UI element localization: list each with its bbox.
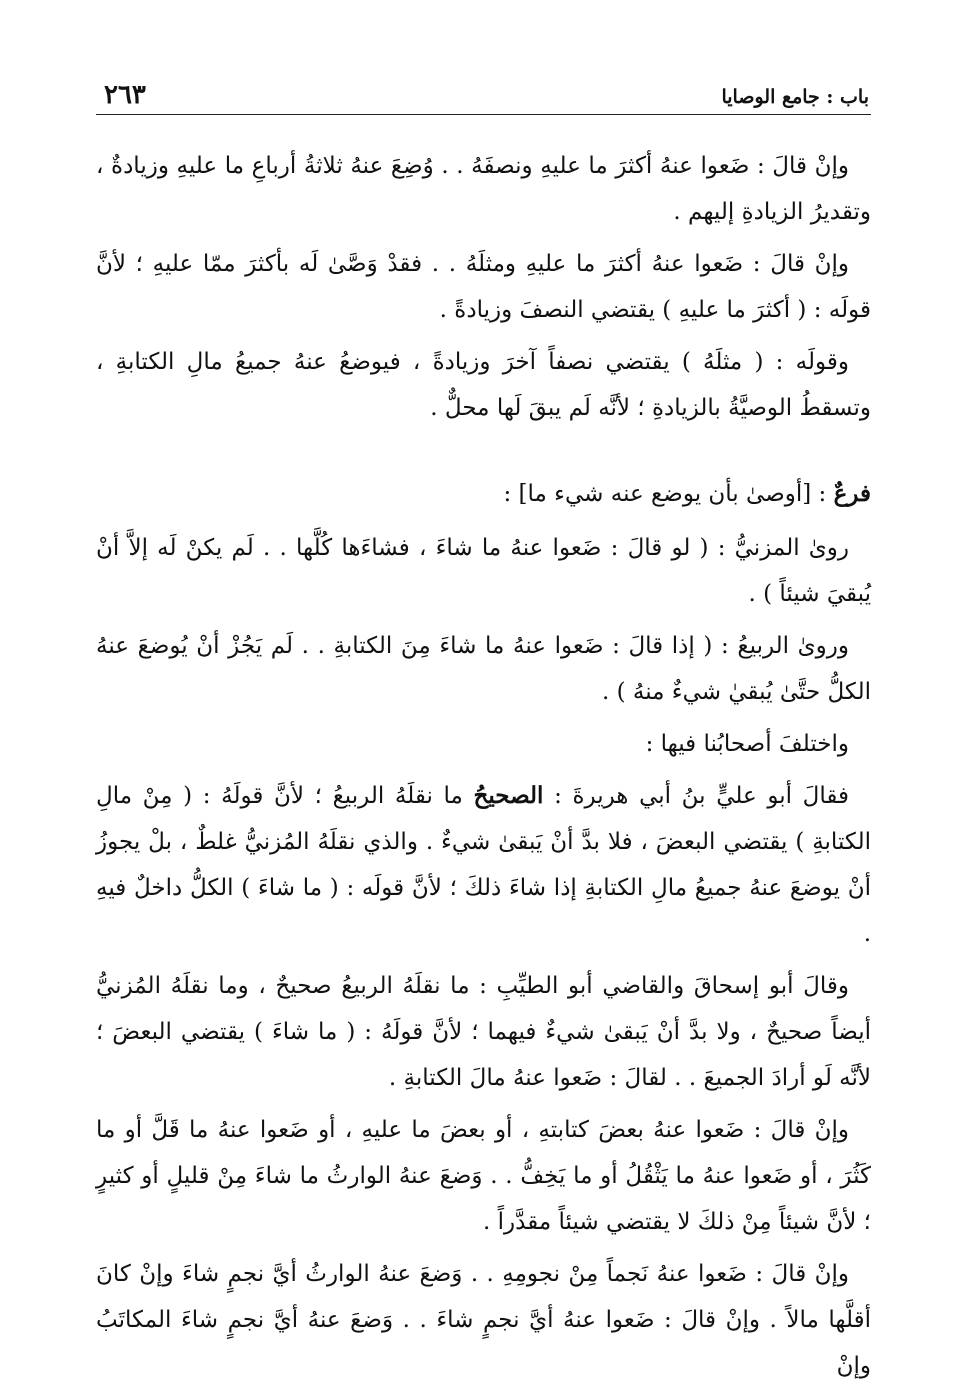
bold-term: الصحيحُ bbox=[473, 782, 544, 809]
text-span: فقالَ أبو عليٍّ بنُ أبي هريرةَ : bbox=[554, 783, 850, 809]
paragraph: وإنْ قالَ : ضَعوا عنهُ نَجماً مِنْ نجومِهِ . . وَضعَ عنهُ الوارثُ أيَّ نجمٍ شاءَ وإنْ كانَ أقلَّها مالاً . وإنْ قالَ : ضَعوا عنهُ أيَّ نجمٍ شاءَ . . وَضعَ عنهُ أيَّ نجمٍ شاءَ المكاتَبُ وإنْ bbox=[96, 1261, 871, 1379]
running-head bbox=[96, 72, 871, 115]
paragraph: وإنْ قالَ : ضَعوا عنهُ أكثرَ ما عليهِ ونصفَهُ . . وُضِعَ عنهُ ثلاثةُ أرباعِ ما عليهِ وزيادةٌ ، وتقديرُ الزيادةِ إليهم . bbox=[96, 153, 871, 225]
section-title: : [أوصىٰ بأن يوضع عنه شيء ما] : bbox=[503, 481, 827, 507]
section-label: فرعٌ bbox=[833, 480, 871, 507]
paragraph: وقالَ أبو إسحاقَ والقاضي أبو الطيِّبِ : ما نقلَهُ الربيعُ صحيحٌ ، وما نقلَهُ المُزنيُّ أيضاً صحيحٌ ، ولا بدَّ أنْ يَبقىٰ شيءٌ فيهما ؛ لأنَّ قولَهُ : ( ما شاءَ ) يقتضي البعضَ ؛ لأنَّه لَو أرادَ الجميعَ . . لقالَ : ضَعوا عنهُ مالَ الكتابةِ . bbox=[96, 973, 871, 1091]
section-heading bbox=[96, 471, 871, 517]
text-span: ما نقلَهُ الربيعُ ؛ لأنَّ قولَهُ : ( مِنْ مالِ الكتابةِ ) يقتضي البعضَ ، فلا بدَّ أنْ يَبقىٰ شيءٌ . والذي نقلَهُ المُزنيُّ غلطٌ ، بلْ يجوزُ أنْ يوضعَ عنهُ جميعُ مالِ الكتابةِ إذا شاءَ ذلكَ ؛ لأنَّ قولَه : ( ما شاءَ ) الكلُّ داخلٌ فيهِ . bbox=[96, 783, 871, 947]
paragraph-sahih bbox=[96, 773, 871, 957]
paragraph: وقولَه : ( مثلَهُ ) يقتضي نصفاً آخرَ وزيادةً ، فيوضعُ عنهُ جميعُ مالِ الكتابةِ ، وتسقطُ الوصيَّةُ بالزيادةِ ؛ لأنَّه لَم يبقَ لَها محلٌّ . bbox=[96, 349, 871, 421]
body-text bbox=[96, 143, 871, 1389]
paragraph: روىٰ المزنيُّ : ( لو قالَ : ضَعوا عنهُ ما شاءَ ، فشاءَها كُلَّها . . لَم يكنْ لَه إلاَّ أنْ يُبقيَ شيئاً ) . bbox=[96, 535, 871, 607]
page-number: ٢٦٣ bbox=[104, 80, 146, 110]
chapter-title: باب : جامع الوصايا bbox=[721, 86, 869, 108]
paragraph: وروىٰ الربيعُ : ( إذا قالَ : ضَعوا عنهُ ما شاءَ مِنَ الكتابةِ . . لَم يَجُزْ أنْ يُوضعَ عنهُ الكلُّ حتَّىٰ يُبقيٰ شيءٌ منهُ ) . bbox=[96, 633, 871, 705]
paragraph: واختلفَ أصحابُنا فيها : bbox=[645, 731, 849, 757]
paragraph: وإنْ قالَ : ضَعوا عنهُ أكثرَ ما عليهِ ومثلَهُ . . فقدْ وَصَّىٰ لَه بأكثرَ ممّا عليهِ ؛ لأنَّ قولَه : ( أكثرَ ما عليهِ ) يقتضي النصفَ وزيادةً . bbox=[96, 251, 871, 323]
paragraph: وإنْ قالَ : ضَعوا عنهُ بعضَ كتابتهِ ، أو بعضَ ما عليهِ ، أو ضَعوا عنهُ ما قَلَّ أو ما كَثُرَ ، أو ضَعوا عنهُ ما يَثْقُلُ أو ما يَخِفُّ . . وَضعَ عنهُ الوارثُ ما شاءَ مِنْ قليلٍ أو كثيرٍ ؛ لأنَّ شيئاً مِنْ ذلكَ لا يقتضي شيئاً مقدَّراً . bbox=[96, 1117, 871, 1235]
book-page bbox=[96, 72, 871, 1379]
